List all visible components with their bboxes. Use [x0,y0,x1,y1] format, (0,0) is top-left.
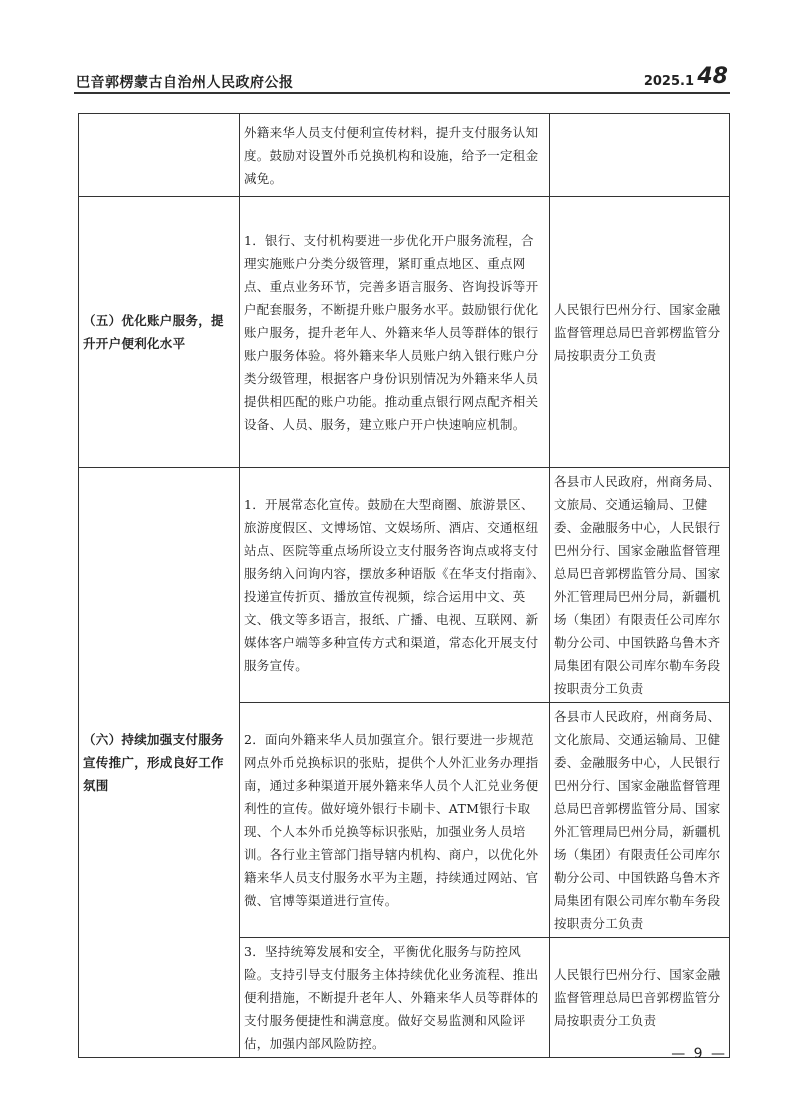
measure-cell: 1．开展常态化宣传。鼓励在大型商圈、旅游景区、旅游度假区、文博场馆、文娱场所、酒店、交通枢纽站点、医院等重点场所设立支付服务咨询点或将支付服务纳入问询内容，摆放多种语版《在华支付指南》、投递宣传折页、播放宣传视频，综合运用中文、英文、俄文等多语言，报纸、广播、电视、互联网、新媒体客户端等多种宣传方式和渠道，常态化开展支付服务宣传。 [240,468,550,703]
responsible-cell: 各县市人民政府，州商务局、文旅局、交通运输局、卫健委、金融服务中心，人民银行巴州分行、国家金融监督管理总局巴音郭楞监管分局、国家外汇管理局巴州分局，新疆机场（集团）有限责任公司库尔勒分公司、中国铁路乌鲁木齐局集团有限公司库尔勒车务段按职责分工负责 [550,468,730,703]
responsible-cell [550,114,730,197]
footer-page-number: — 9 — [671,1046,727,1062]
measure-cell: 外籍来华人员支付便利宣传材料，提升支付服务认知度。鼓励对设置外币兑换机构和设施，给予一定租金减免。 [240,114,550,197]
measure-cell: 3．坚持统筹发展和安全，平衡优化服务与防控风险。支持引导支付服务主体持续优化业务流程、推出便利措施，不断提升老年人、外籍来华人员等群体的支付服务便捷性和满意度。做好交易监测和风险评估，加强内部风险防控。 [240,938,550,1058]
page-header [76,64,728,91]
responsible-cell: 人民银行巴州分行、国家金融监督管理总局巴音郭楞监管分局按职责分工负责 [550,938,730,1058]
responsible-cell: 各县市人民政府，州商务局、文化旅局、交通运输局、卫健委、金融服务中心，人民银行巴州分行、国家金融监督管理总局巴音郭楞监管分局、国家外汇管理局巴州分局，新疆机场（集团）有限责任公司库尔勒分公司、中国铁路乌鲁木齐局集团有限公司库尔勒车务段按职责分工负责 [550,703,730,938]
gazette-title: 巴音郭楞蒙古自治州人民政府公报 [76,75,294,91]
policy-table [78,113,730,1058]
task-cell [79,114,240,197]
header-page-number: 48 [697,64,728,89]
issue-number: 2025.1 [643,74,694,89]
responsible-cell: 人民银行巴州分行、国家金融监督管理总局巴音郭楞监管分局按职责分工负责 [550,197,730,468]
table-row [79,114,730,197]
measure-cell: 2．面向外籍来华人员加强宣介。银行要进一步规范网点外币兑换标识的张贴，提供个人外汇业务办理指南，通过多种渠道开展外籍来华人员个人汇兑业务便利性的宣传。做好境外银行卡刷卡、ATM银行卡取现、个人本外币兑换等标识张贴，加强业务人员培训。各行业主管部门指导辖内机构、商户，以优化外籍来华人员支付服务水平为主题，持续通过网站、官微、官博等渠道进行宣传。 [240,703,550,938]
task-cell: （五）优化账户服务，提升开户便利化水平 [79,197,240,468]
table-row [79,197,730,468]
table-row [79,468,730,703]
measure-cell: 1．银行、支付机构要进一步优化开户服务流程，合理实施账户分类分级管理，紧盯重点地区、重点网点、重点业务环节，完善多语言服务、咨询投诉等开户配套服务，不断提升账户服务水平。鼓励银行优化账户服务，提升老年人、外籍来华人员等群体的银行账户服务体验。将外籍来华人员账户纳入银行账户分类分级管理，根据客户身份识别情况为外籍来华人员提供相匹配的账户功能。推动重点银行网点配齐相关设备、人员、服务，建立账户开户快速响应机制。 [240,197,550,468]
header-divider [74,92,730,94]
task-cell: （六）持续加强支付服务宣传推广，形成良好工作氛围 [79,468,240,1058]
